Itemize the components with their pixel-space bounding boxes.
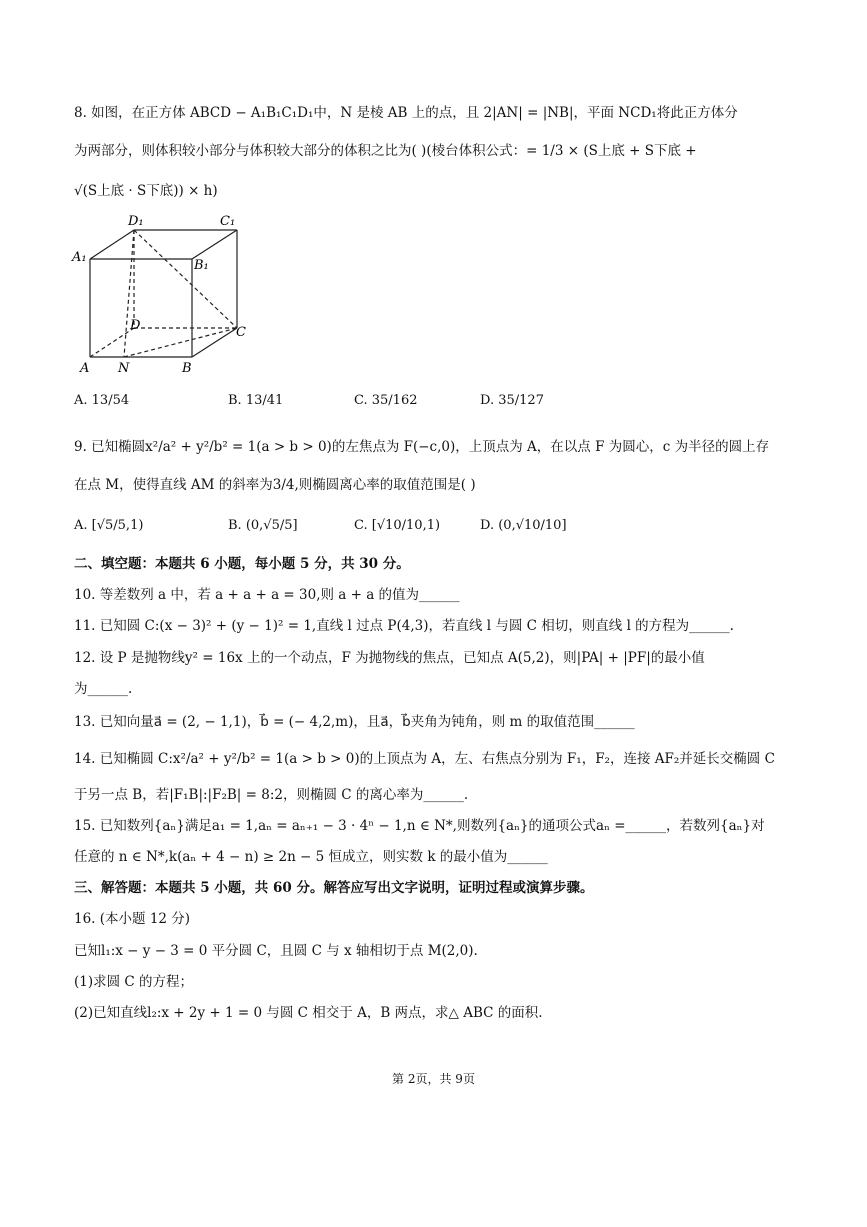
label-b: B [182,361,192,376]
q14-line-2: 于另一点 B，若|F₁B|:|F₂B| = 8:2，则椭圆 C 的离心率为______. [74,787,469,803]
q8-option-c: C. 35/162 [354,393,418,408]
label-d1: D₁ [128,214,144,229]
q15-line-2: 任意的 n ∈ N*,k(aₙ + 4 − n) ≥ 2n − 5 恒成立，则实数 k 的最小值为______ [74,849,548,865]
label-c1: C₁ [220,214,236,229]
label-d: D [130,318,141,333]
label-n: N [118,361,130,376]
q8-option-b: B. 13/41 [228,393,284,408]
q9-line-1: 9. 已知椭圆x²/a² + y²/b² = 1(a > b > 0)的左焦点为 F(−c,0)，上顶点为 A，在以点 F 为圆心，c 为半径的圆上存 [74,439,770,455]
label-b1: B₁ [194,258,209,273]
q8-line-1: 8. 如图，在正方体 ABCD − A₁B₁C₁D₁中，N 是棱 AB 上的点，且 2|AN| = |NB|，平面 NCD₁将此正方体分 [74,105,738,121]
q15-line-1: 15. 已知数列{aₙ}满足a₁ = 1,aₙ = aₙ₊₁ − 3 · 4ⁿ − 1,n ∈ N*,则数列{aₙ}的通项公式aₙ =______，若数列{aₙ}对 [74,818,765,834]
label-a1: A₁ [72,250,87,265]
q9-option-b: B. (0,√5/5] [228,518,298,533]
q10: 10. 等差数列 a 中，若 a + a + a = 30,则 a + a 的值为______ [74,587,460,603]
q9-option-a: A. [√5/5,1) [74,518,144,533]
q8-option-a: A. 13/54 [74,393,130,408]
label-c: C [236,325,246,340]
q13: 13. 已知向量a⃗ = (2, − 1,1)，b⃗ = (− 4,2,m)，且a⃗，b⃗夹角为钝角，则 m 的取值范围______ [74,714,635,730]
q8-line-3: √(S上底 · S下底)) × h) [74,183,218,199]
cube-figure [70,212,260,377]
section-3-heading: 三、解答题：本题共 5 小题，共 60 分。解答应写出文字说明，证明过程或演算步骤。 [74,880,594,896]
q12-line-1: 12. 设 P 是抛物线y² = 16x 上的一个动点，F 为抛物线的焦点，已知点 A(5,2)，则|PA| + |PF|的最小值 [74,650,705,666]
q14-line-1: 14. 已知椭圆 C:x²/a² + y²/b² = 1(a > b > 0)的上顶点为 A，左、右焦点分别为 F₁，F₂，连接 AF₂并延长交椭圆 C [74,751,775,767]
q16-header: 16. (本小题 12 分) [74,911,191,927]
q16-part-2: (2)已知直线l₂:x + 2y + 1 = 0 与圆 C 相交于 A，B 两点，求△ ABC 的面积. [74,1005,543,1021]
q9-line-2: 在点 M，使得直线 AM 的斜率为3/4,则椭圆离心率的取值范围是( ) [74,477,476,493]
page-footer: 第 2页，共 9页 [392,1072,475,1086]
q9-option-d: D. (0,√10/10] [480,518,567,533]
q11: 11. 已知圆 C:(x − 3)² + (y − 1)² = 1,直线 l 过点 P(4,3)，若直线 l 与圆 C 相切，则直线 l 的方程为______. [74,618,734,634]
label-a: A [80,361,90,376]
q8-option-d: D. 35/127 [480,393,544,408]
q12-line-2: 为______. [74,681,133,697]
q9-option-c: C. [√10/10,1) [354,518,441,533]
q16-stem: 已知l₁:x − y − 3 = 0 平分圆 C，且圆 C 与 x 轴相切于点 M(2,0). [74,943,478,959]
section-2-heading: 二、填空题：本题共 6 小题，每小题 5 分，共 30 分。 [74,556,410,572]
q16-part-1: (1)求圆 C 的方程； [74,974,194,990]
q8-line-2: 为两部分，则体积较小部分与体积较大部分的体积之比为( )(棱台体积公式：= 1/3 × (S上底 + S下底 + [74,143,697,159]
